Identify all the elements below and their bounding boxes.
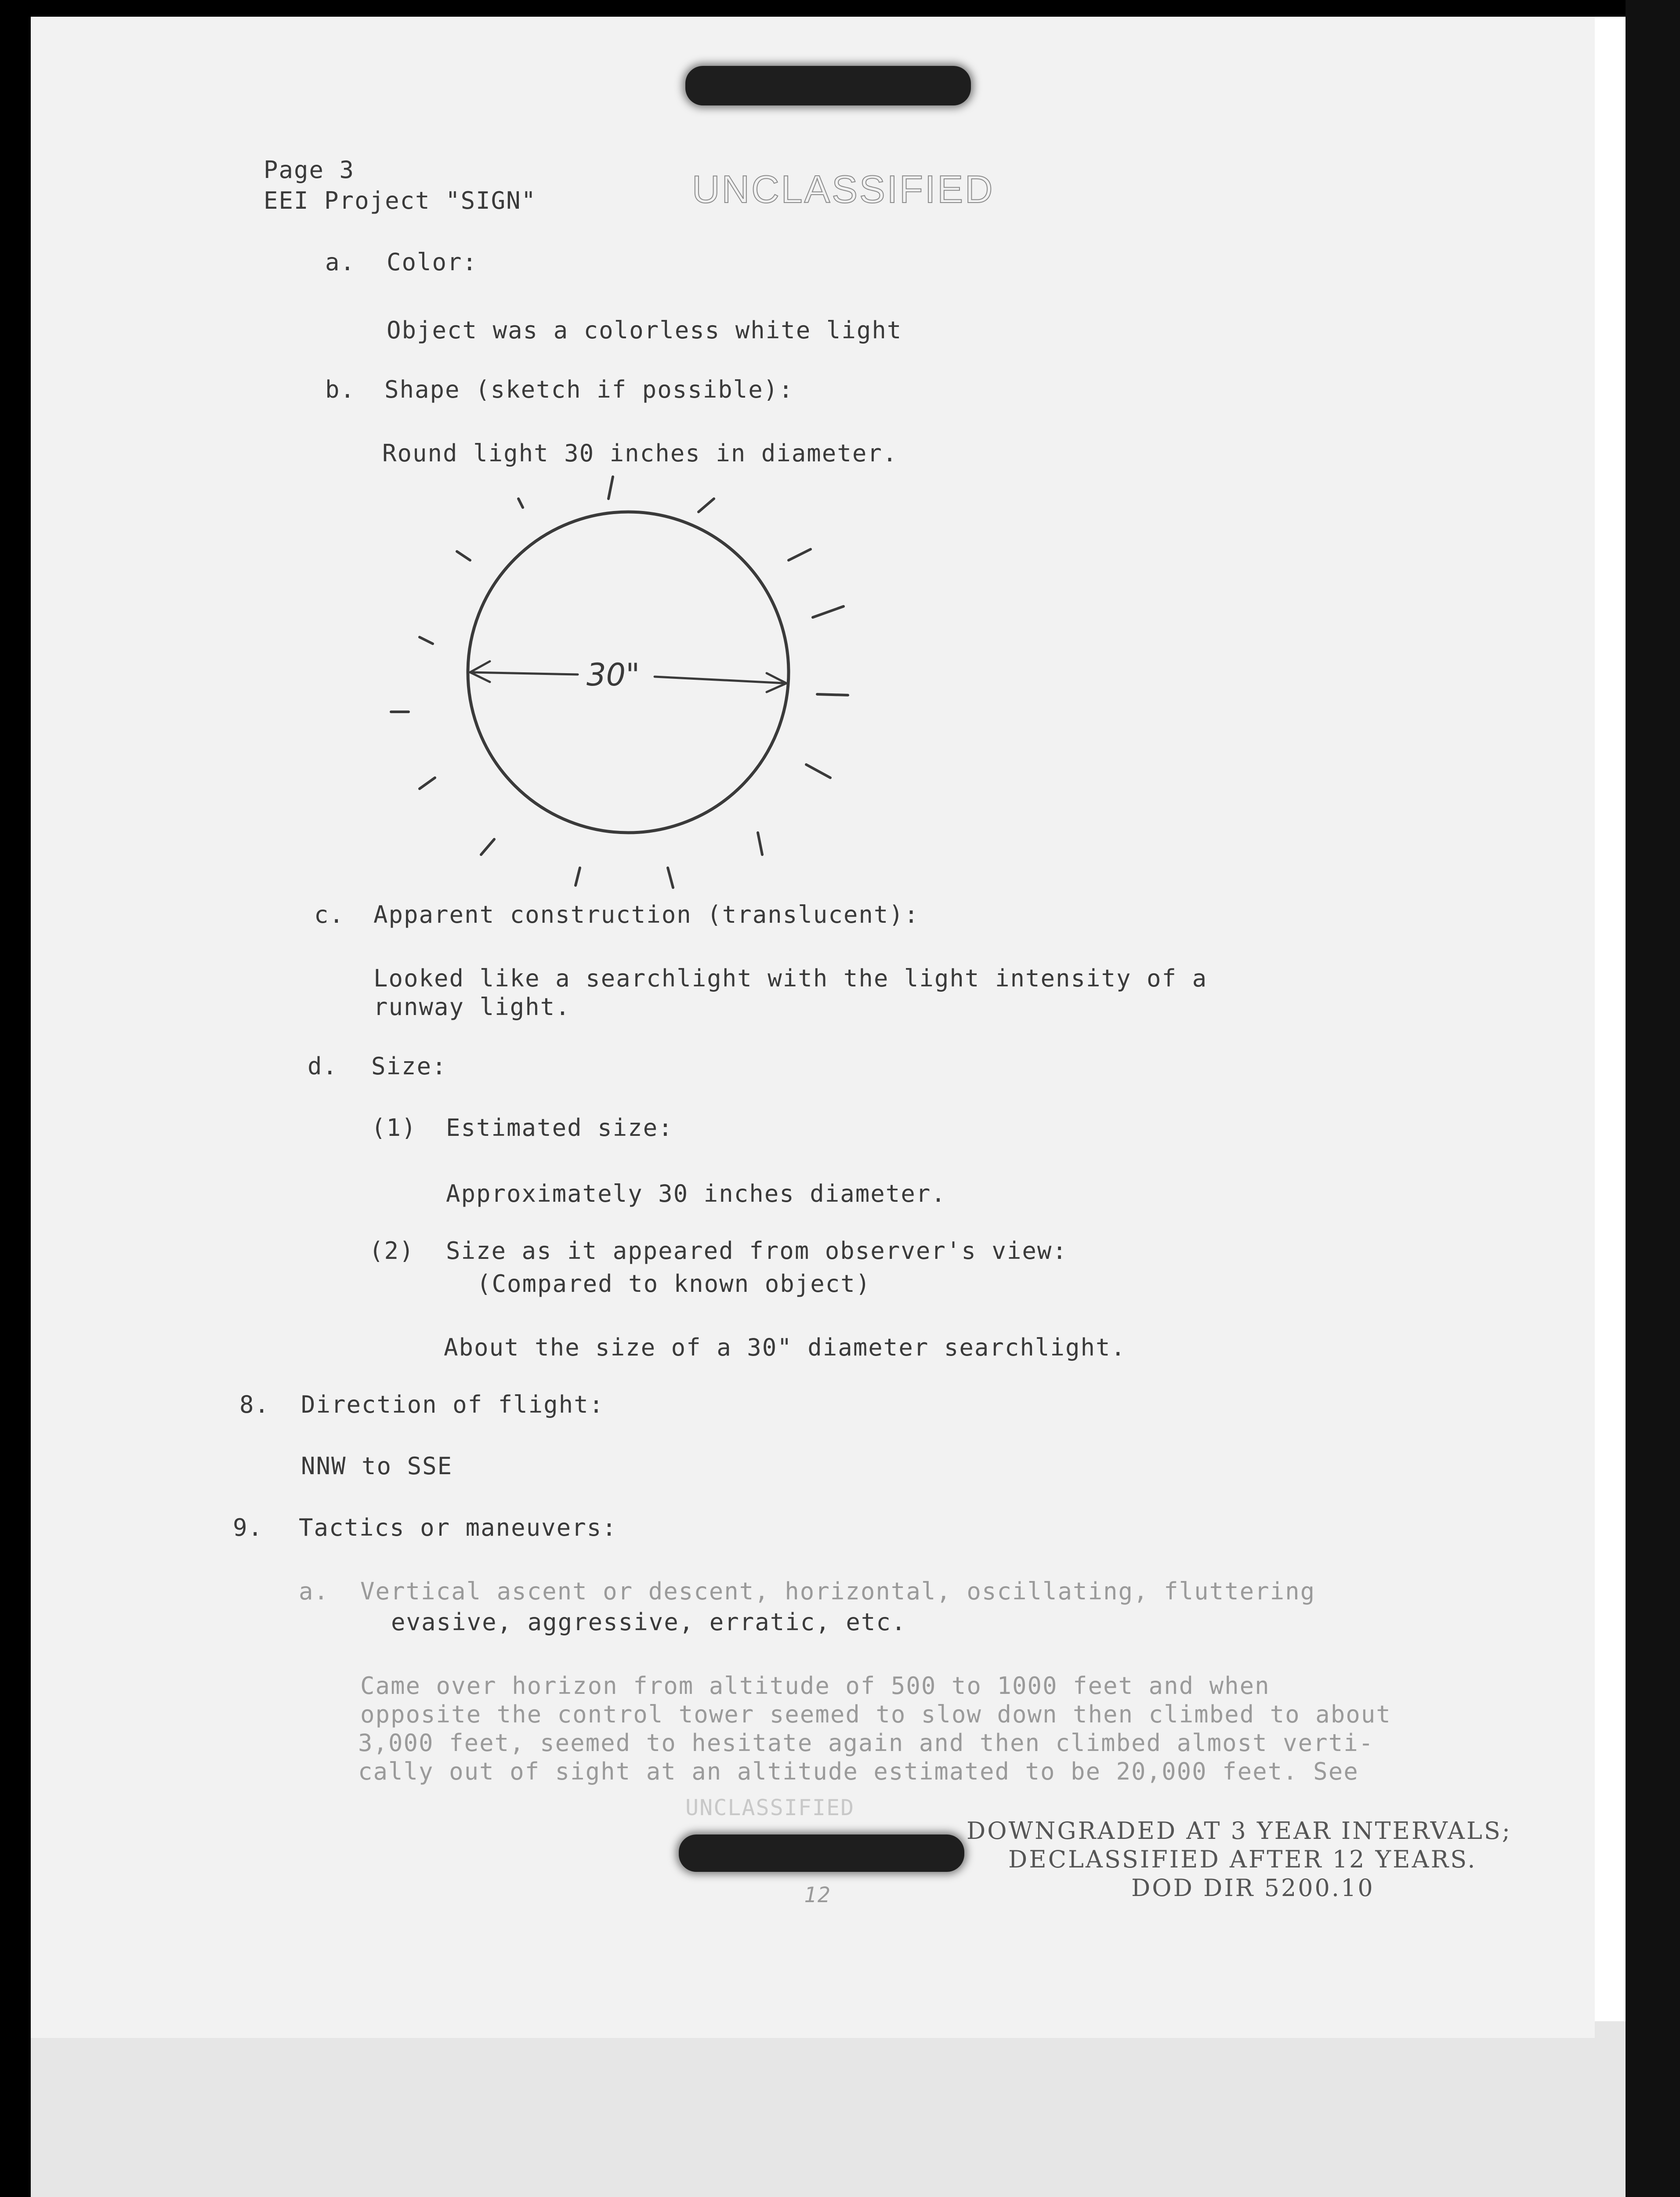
item-9a-answer-4: cally out of sight at an altitude estimated to be 20,000 feet. See (358, 1758, 1359, 1785)
item-9a-heading-2: evasive, aggressive, erratic, etc. (391, 1608, 907, 1636)
item-9a-answer-3: 3,000 feet, seemed to hesitate again and then climbed almost verti- (358, 1729, 1374, 1757)
page-number: Page 3 (264, 156, 355, 184)
project-title: EEI Project "SIGN" (264, 187, 537, 214)
downgrade-notice-2: DECLASSIFIED AFTER 12 YEARS. (1008, 1845, 1477, 1873)
section-b-label: b. (325, 376, 356, 403)
redaction-top (685, 66, 971, 105)
item-9-heading: Tactics or maneuvers: (299, 1514, 617, 1541)
round-light-sketch (378, 466, 870, 896)
section-a-label: a. (325, 248, 356, 276)
item-9a-label: a. (299, 1577, 329, 1605)
scan-border-left (0, 0, 31, 2197)
scan-backing (31, 2021, 1626, 2197)
scribble-note: 12 (804, 1883, 831, 1907)
item-8-number: 8. (239, 1391, 270, 1418)
section-d-sub1-label: (1) (371, 1114, 417, 1142)
section-c-label: c. (314, 901, 345, 928)
section-d-sub1-answer: Approximately 30 inches diameter. (446, 1180, 946, 1207)
faint-stamp-bottom: UNCLASSIFIED (685, 1795, 855, 1820)
item-9-number: 9. (233, 1514, 264, 1541)
section-a-answer: Object was a colorless white light (387, 316, 902, 344)
section-c-heading: Apparent construction (translucent): (373, 901, 920, 928)
item-8-answer: NNW to SSE (301, 1452, 453, 1480)
downgrade-notice-3: DOD DIR 5200.10 (1131, 1874, 1375, 1902)
section-b-answer: Round light 30 inches in diameter. (382, 439, 898, 467)
item-9a-answer-2: opposite the control tower seemed to slow down then climbed to about (360, 1700, 1391, 1728)
scan-border-top (0, 0, 1680, 17)
section-d-heading: Size: (371, 1052, 447, 1080)
section-d-sub1-heading: Estimated size: (446, 1114, 673, 1142)
scan-border-right (1626, 0, 1680, 2197)
item-9a-heading-1: Vertical ascent or descent, horizontal, oscillating, fluttering (360, 1577, 1316, 1605)
classification-stamp-top: UNCLASSIFIED (692, 167, 995, 211)
item-8-heading: Direction of flight: (301, 1391, 605, 1418)
section-c-answer-2: runway light. (373, 993, 571, 1021)
section-c-answer-1: Looked like a searchlight with the light intensity of a (373, 964, 1208, 992)
section-a-heading: Color: (387, 248, 478, 276)
downgrade-notice-1: DOWNGRADED AT 3 YEAR INTERVALS; (967, 1817, 1512, 1845)
section-d-sub2-heading-2: (Compared to known object) (477, 1270, 871, 1298)
item-9a-answer-1: Came over horizon from altitude of 500 to 1000 feet and when (360, 1672, 1270, 1700)
section-b-heading: Shape (sketch if possible): (384, 376, 794, 403)
diameter-label: 30" (587, 657, 640, 693)
section-d-sub2-heading-1: Size as it appeared from observer's view: (446, 1237, 1068, 1265)
section-d-sub2-answer: About the size of a 30" diameter searchlight. (444, 1334, 1126, 1361)
section-d-sub2-label: (2) (369, 1237, 415, 1265)
redaction-bottom (679, 1834, 964, 1872)
section-d-label: d. (308, 1052, 338, 1080)
